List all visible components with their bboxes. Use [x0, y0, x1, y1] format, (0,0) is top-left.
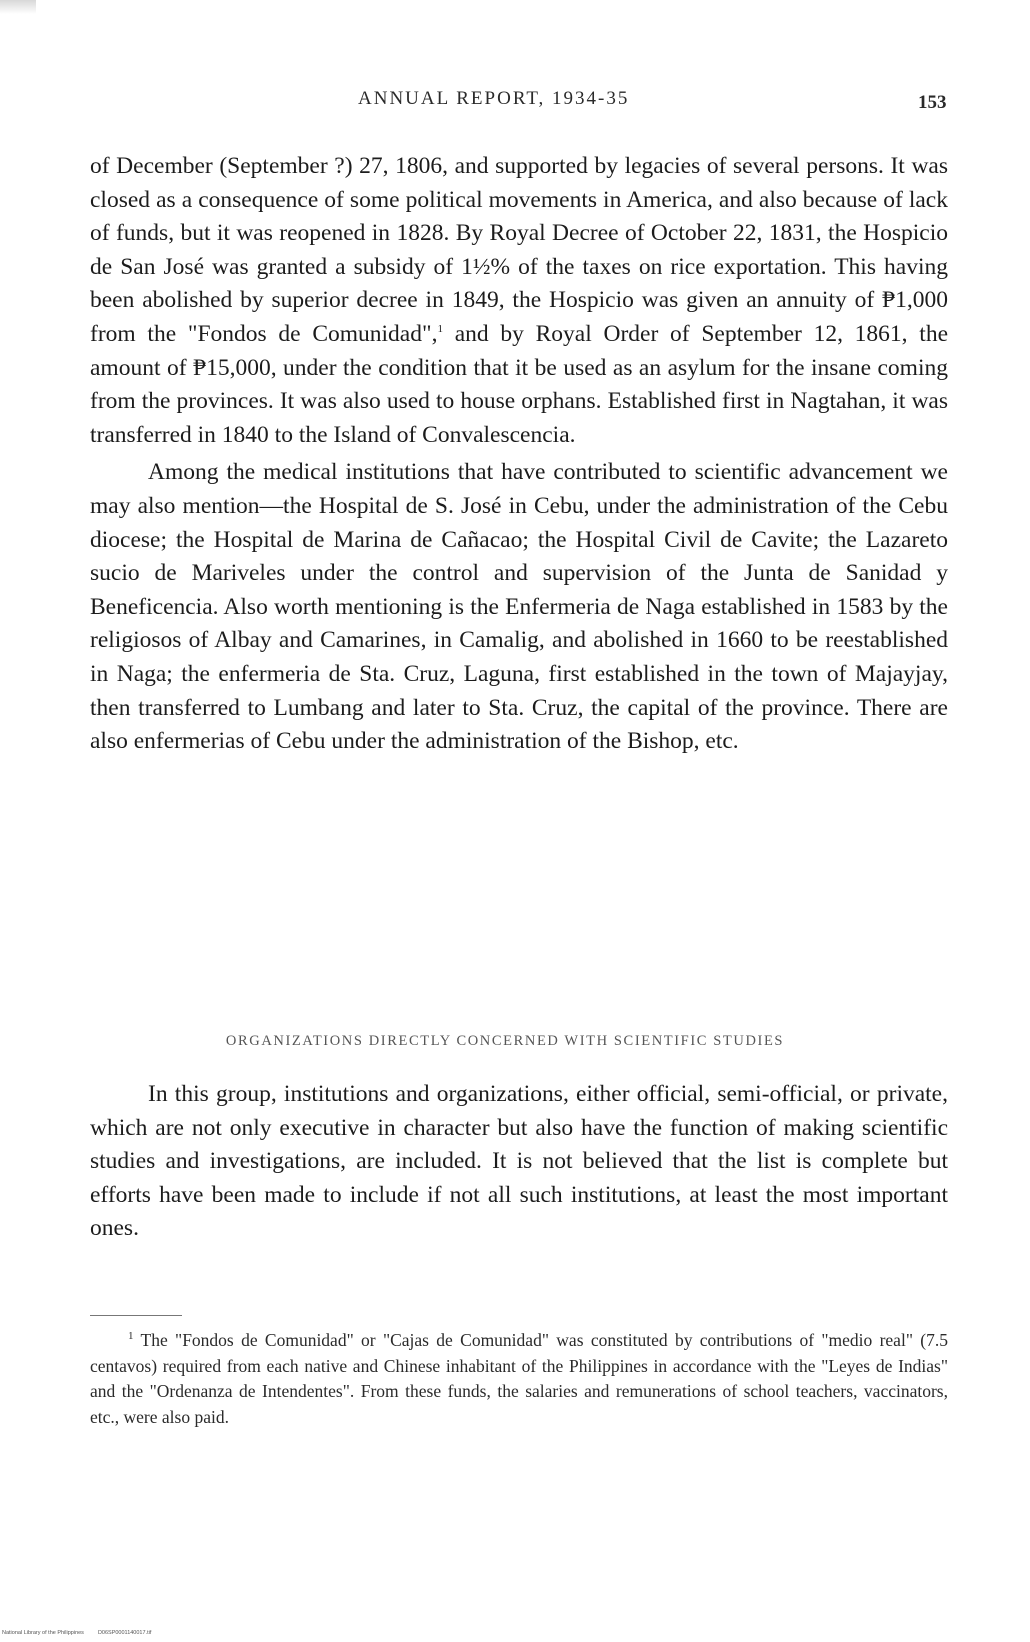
body-text — [90, 150, 948, 759]
footnote-reference: 1 — [437, 323, 443, 336]
scan-shadow — [0, 0, 36, 14]
paragraph-1-text: of December (September ?) 27, 1806, and supported by legacies of several persons. It was closed as a consequence of some political movements in America, and also because of lack of funds, but it was reopened in 1828. By Royal Decree of October 22, 1831, the Hospicio de San José was granted a subsidy of 1½% of the taxes on rice exportation. This having been abolished by superior decree in 1849, the Hospicio was given an annuity of ₱1,000 from the "Fondos de Comunidad", — [90, 153, 948, 347]
paragraph-medical-institutions: Among the medical institutions that have contributed to scientific advancement we may also mention—the Hospital de S. José in Cebu, under the administration of the Cebu diocese; the Hospital de Marina de Cañacao; the Hospital Civil de Cavite; the Lazareto sucio de Mariveles under the control and supervision of the Junta de Sanidad y Beneficencia. Also worth mentioning is the Enfermeria de Naga established in 1583 by the religiosos of Albay and Camarines, in Camalig, and abolished in 1660 to be reestablished in Naga; the enfermeria de Sta. Cruz, Laguna, first established in the town of Majayjay, then transferred to Lumbang and later to Sta. Cruz, the capital of the province. There are also enfermerias of Cebu under the administration of the Bishop, etc. — [90, 459, 948, 755]
footnote — [90, 1328, 948, 1430]
paragraph-hospicio — [90, 150, 948, 452]
section-heading-text: ORGANIZATIONS DIRECTLY CONCERNED WITH SCIENTIFIC STUDIES — [225, 1033, 785, 1049]
paragraph-organizations: In this group, institutions and organizations, either official, semi-official, or private, which are not only executive in character but also have the function of making scientific studies and investigations, are included. It is not believed that the list is complete but efforts have been made to include if not all such institutions, at least the most important ones. — [90, 1081, 948, 1242]
running-title: ANNUAL REPORT, 1934-35 — [358, 88, 630, 109]
imprint-scan-id: D06SP0001140017.tif — [97, 1630, 152, 1636]
footnote-divider — [90, 1315, 182, 1316]
paragraph-1-text-end: and by Royal Order of September 12, 1861, the amount of ₱15,000, under the condition that it be used as an asylum for the insane coming from the provinces. It was also used to house orphans. Established first in Nagtahan, it was transferred in 1840 to the Island of Convalescencia. — [90, 320, 948, 448]
imprint-library: National Library of the Philippines — [2, 1630, 84, 1636]
footnote-text: The "Fondos de Comunidad" or "Cajas de Comunidad" was constituted by contributions of "medio real" (7.5 centavos) required from each native and Chinese inhabitant of the Philippines in accordance with the "Leyes de Indias" and the "Ordenanza de Intendentes". From these funds, the salaries and remunerations of school teachers, vaccinators, etc., were also paid. — [90, 1330, 948, 1427]
running-header — [0, 88, 1030, 118]
section-heading — [0, 1033, 1030, 1050]
section-body — [90, 1078, 948, 1246]
footnote-mark: 1 — [128, 1330, 134, 1343]
scan-imprint — [2, 1630, 165, 1636]
page-number: 153 — [918, 92, 947, 113]
